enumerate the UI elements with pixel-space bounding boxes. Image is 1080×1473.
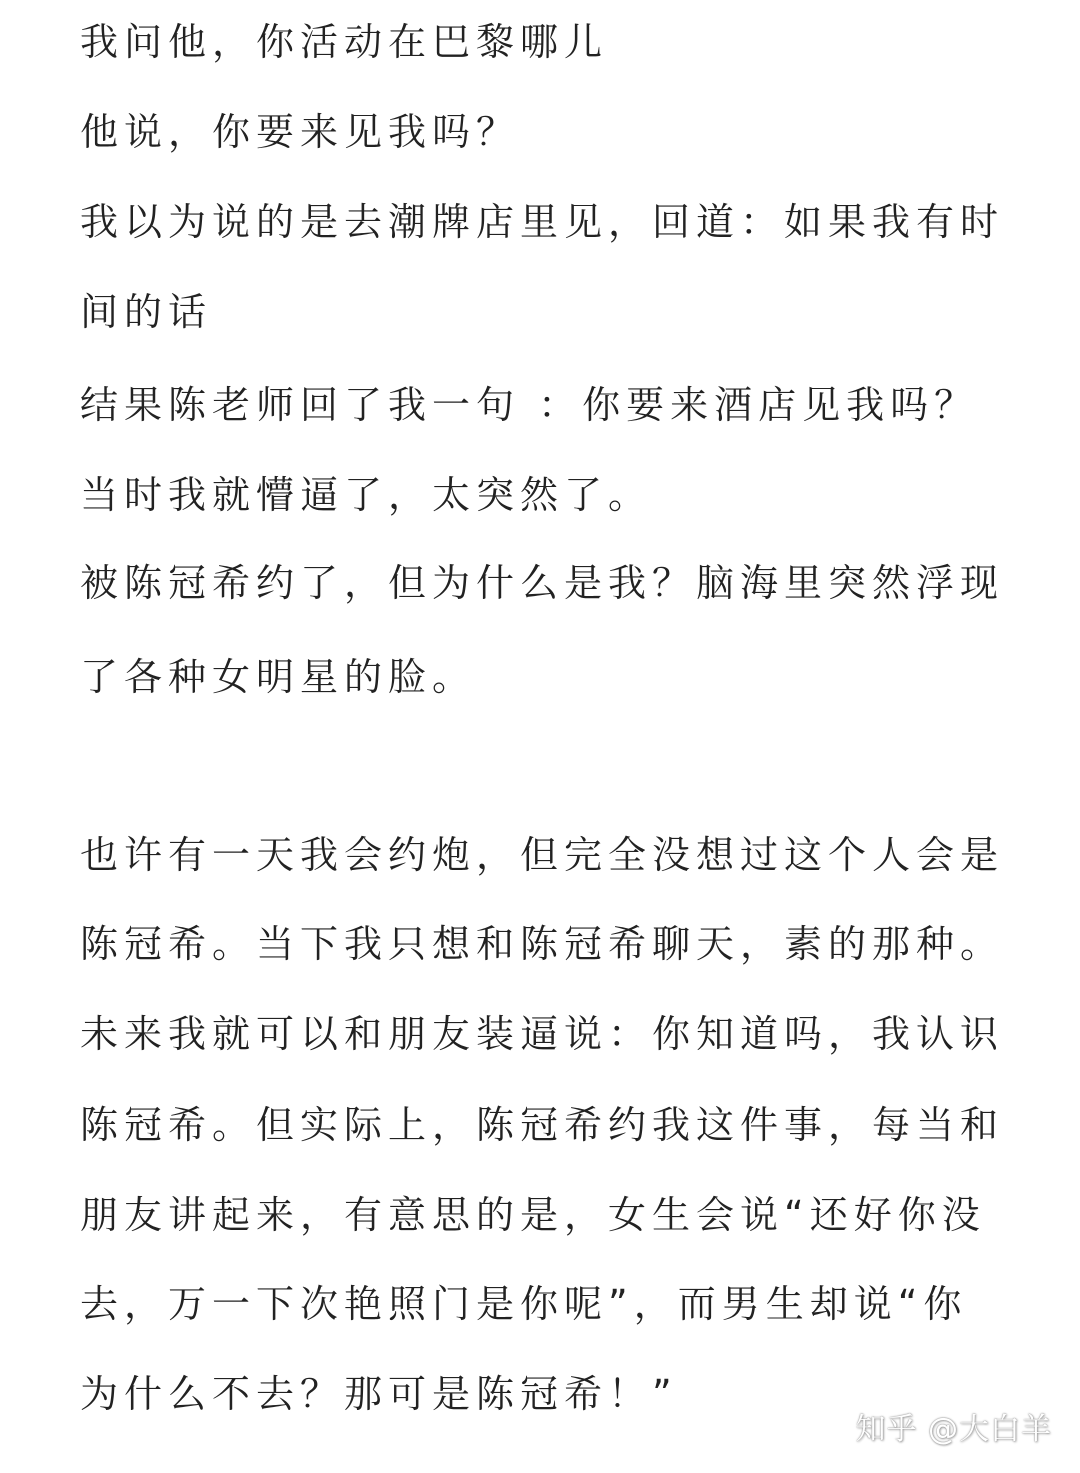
text-line: 我以为说的是去潮牌店里见，回道：如果我有时 xyxy=(80,200,1005,244)
text-line: 他说，你要来见我吗？ xyxy=(80,110,521,154)
text-line: 了各种女明星的脸。 xyxy=(80,655,477,699)
text-line: 也许有一天我会约炮，但完全没想过这个人会是 xyxy=(80,833,1005,877)
text-line: 陈冠希。当下我只想和陈冠希聊天，素的那种。 xyxy=(80,922,1005,966)
text-line: 间的话 xyxy=(80,290,213,334)
text-line: 未来我就可以和朋友装逼说：你知道吗，我认识 xyxy=(80,1012,1005,1056)
text-line: 当时我就懵逼了，太突然了。 xyxy=(80,473,653,517)
text-line: 去，万一下次艳照门是你呢”，而男生却说“你 xyxy=(80,1282,968,1326)
text-line: 被陈冠希约了，但为什么是我？脑海里突然浮现 xyxy=(80,561,1005,605)
text-line: 陈冠希。但实际上，陈冠希约我这件事，每当和 xyxy=(80,1103,1005,1147)
text-line: 我问他，你活动在巴黎哪儿 xyxy=(80,20,609,64)
text-line: 结果陈老师回了我一句 ：你要来酒店见我吗？ xyxy=(80,383,979,427)
zhihu-watermark: 知乎 @大白羊 xyxy=(855,1412,1052,1447)
text-line: 朋友讲起来，有意思的是，女生会说“还好你没 xyxy=(80,1193,986,1237)
text-line: 为什么不去？那可是陈冠希！” xyxy=(80,1372,678,1416)
